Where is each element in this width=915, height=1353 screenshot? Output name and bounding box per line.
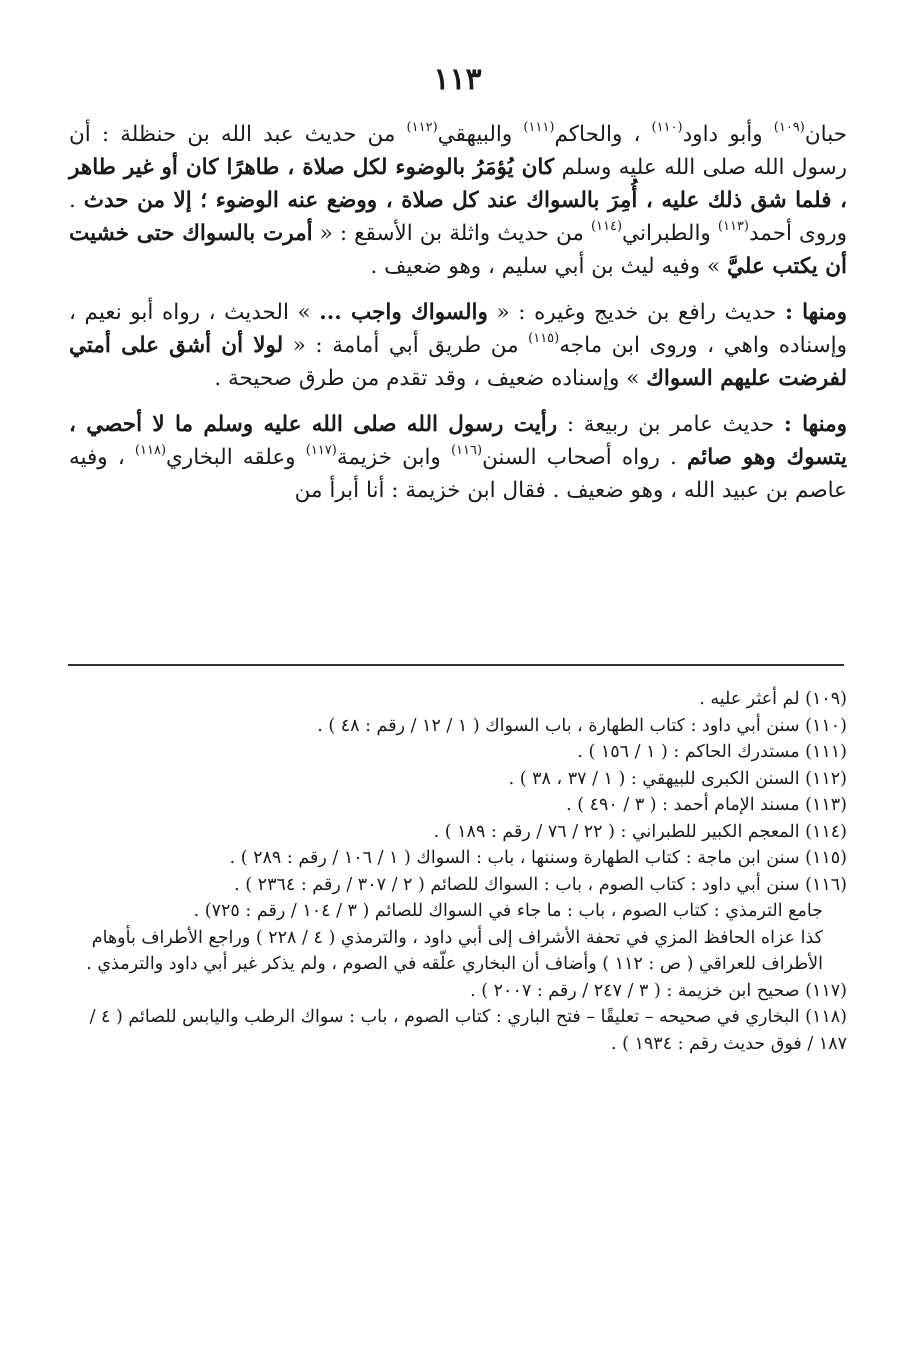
- paragraph: [69, 296, 847, 395]
- text-run: من حديث واثلة بن الأسقع : «: [312, 221, 591, 246]
- text-run: » وإسناده ضعيف ، وقد تقدم من طرق صحيحة .: [214, 366, 647, 391]
- text-run: حديث عامر بن ربيعة :: [557, 412, 784, 437]
- footnote-ref: (١١٦): [450, 443, 483, 458]
- bold-text: أمرت بالسواك حتى خشيت أن يكتب عليَّ: [69, 221, 847, 279]
- footnote: كذا عزاه الحافظ المزي في تحفة الأشراف إلى أبي داود ، والترمذي ( ٤ / ٢٢٨ ) وراجع الأطراف بأوهام الأطراف للعراقي ( ص : ١١٢ ) وأضاف أن البخاري علّقه في الصوم ، ولم يذكر غير أبي داود والترمذي .: [86, 927, 823, 974]
- footnote-ref: (١١١): [523, 120, 555, 135]
- text-run: حديث رافع بن خديج وغيره : «: [487, 300, 785, 325]
- text-run: والطبراني: [622, 221, 718, 246]
- text-run: ، والحاكم: [554, 122, 652, 147]
- footnote-ref: (١١٠): [651, 120, 683, 135]
- footnote: جامع الترمذي : كتاب الصوم ، باب : ما جاء في السواك للصائم ( ٣ / ١٠٤ / رقم : ٧٢٥) .: [193, 901, 823, 921]
- footnote: (١١٥) سنن ابن ماجة : كتاب الطهارة وسننها ، باب : السواك ( ١ / ١٠٦ / رقم : ٢٨٩ ) .: [229, 848, 847, 868]
- bold-text: رأيت رسول الله صلى الله عليه وسلم ما لا أحصي ، يتسوك وهو صائم: [69, 412, 847, 470]
- footnote-ref: (١١٥): [528, 331, 560, 346]
- footnote-ref: (١٠٩): [773, 120, 805, 135]
- bold-text: ومنها :: [783, 412, 847, 437]
- main-text: [69, 118, 847, 520]
- footnote: (١١٢) السنن الكبرى للبيهقي : ( ١ / ٣٧ ، ٣٨ ) .: [508, 768, 847, 789]
- footnote: (١١٨) البخاري في صحيحه – تعليقًا – فتح الباري : كتاب الصوم ، باب : سواك الرطب واليابس للصائم ( ٤ / ١٨٧ / فوق حديث رقم : ١٩٣٤ ) .: [89, 1007, 847, 1054]
- text-run: حبان: [804, 122, 847, 147]
- footnote: (١١٦) سنن أبي داود : كتاب الصوم ، باب : السواك للصائم ( ٢ / ٣٠٧ / رقم : ٢٣٦٤ ) .: [234, 874, 847, 895]
- bold-text: لولا أن أشق على أمتي لفرضت عليهم السواك: [69, 333, 847, 391]
- footnote-ref: (١١٧): [305, 443, 337, 458]
- footnote-ref: (١١٢): [406, 120, 438, 135]
- text-run: » الحديث ، رواه أبو نعيم ، وإسناده واهي ، وروى ابن ماجه: [69, 300, 847, 358]
- footnote-ref: (١١٨): [134, 443, 167, 458]
- text-run: » وفيه ليث بن أبي سليم ، وهو ضعيف .: [370, 254, 727, 279]
- bold-text: كان يُؤمَرُ بالوضوء لكل صلاة ، طاهرًا كان أو غير طاهر ، فلما شق ذلك عليه ، أُمِرَ بالسواك عند كل صلاة ، ووضع عنه الوضوء ؛ إلا من حدث: [69, 155, 847, 213]
- page-number: ١١٣: [433, 62, 482, 97]
- footnote: (١١٤) المعجم الكبير للطبراني : ( ٢٢ / ٧٦ / رقم : ١٨٩ ) .: [433, 821, 847, 842]
- text-run: والبيهقي: [437, 122, 524, 147]
- footnote: (١١٣) مسند الإمام أحمد : ( ٣ / ٤٩٠ ) .: [566, 795, 847, 815]
- text-run: من حديث عبد الله بن حنظلة : أن رسول الله صلى الله عليه وسلم: [69, 122, 847, 180]
- bold-text: والسواك واجب ...: [319, 300, 488, 325]
- footnote-ref: (١١٤): [590, 219, 623, 234]
- text-run: . رواه أصحاب السنن: [482, 445, 687, 470]
- text-run: وعلقه البخاري: [166, 445, 306, 470]
- text-run: وأبو داود: [682, 122, 774, 147]
- paragraph: [69, 118, 847, 283]
- text-run: من طريق أبي أمامة : «: [283, 333, 529, 358]
- bold-text: ومنها :: [784, 300, 847, 325]
- paragraph: [69, 408, 847, 507]
- footnote-separator: [68, 664, 844, 666]
- text-run: وابن خزيمة: [336, 445, 451, 470]
- footnote-ref: (١١٣): [717, 219, 749, 234]
- footnote: (١١١) مستدرك الحاكم : ( ١ / ١٥٦ ) .: [577, 742, 847, 762]
- text-run: ، وفيه عاصم بن عبيد الله ، وهو ضعيف . فقال ابن خزيمة : أنا أبرأ من: [69, 445, 847, 503]
- footnote: (١١٧) صحيح ابن خزيمة : ( ٣ / ٢٤٧ / رقم : ٢٠٠٧ ) .: [470, 980, 847, 1001]
- footnote: (١١٠) سنن أبي داود : كتاب الطهارة ، باب السواك ( ١ / ١٢ / رقم : ٤٨ ) .: [317, 715, 847, 736]
- footnotes: [67, 686, 847, 1057]
- footnote: (١٠٩) لم أعثر عليه .: [699, 689, 847, 709]
- text-run: . وروى أحمد: [69, 188, 848, 246]
